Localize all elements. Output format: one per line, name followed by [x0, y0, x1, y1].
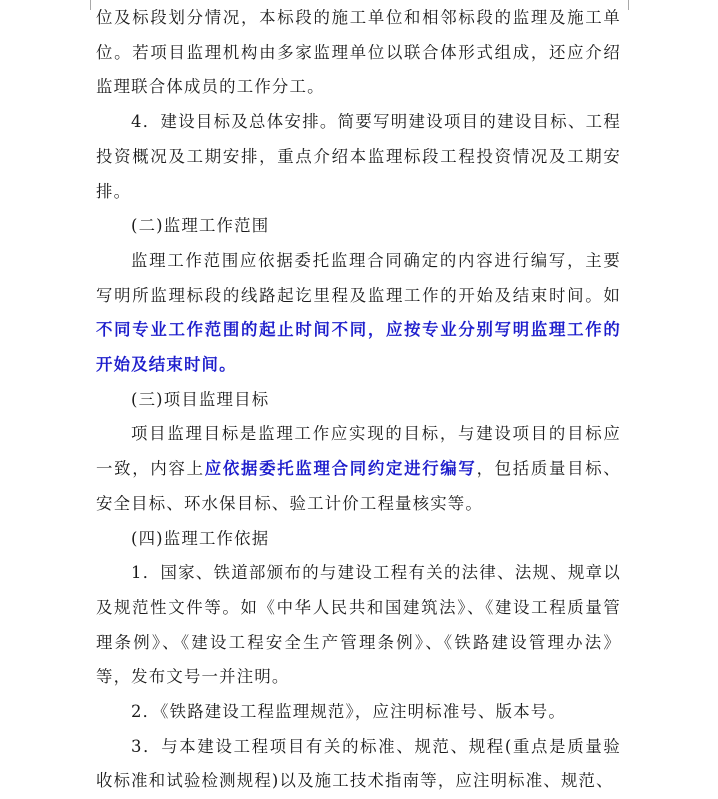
paragraph-text: 1．国家、铁道部颁布的与建设工程有关的法律、法规、规章以及规范性文件等。如《中华人民共和国建筑法》、《建设工程质量管理条例》、《建设工程安全生产管理条例》、《铁路建设管理办法》等，发布文号一并注明。 — [96, 563, 621, 687]
paragraph — [96, 209, 621, 244]
paragraph — [96, 695, 621, 730]
paragraph — [96, 522, 621, 557]
page-corner-mark-left — [76, 0, 91, 10]
paragraph-text: ，包括质量目标、安全目标、环水保目标、验工计价工程量核实等。 — [96, 459, 622, 513]
paragraph-text: 3．与本建设工程项目有关的标准、规范、规程(重点是质量验收标准和试验检测规程)以及施工技术指南等，应注明标准、规范、 — [96, 736, 621, 791]
paragraph — [96, 730, 621, 799]
paragraph — [96, 244, 621, 383]
paragraph — [96, 105, 621, 209]
paragraph — [96, 383, 621, 418]
paragraph-text: 项目监理目标是监理工作应实现的目标，与建设项目的目标应一致，内容上 — [96, 424, 621, 479]
paragraph-text: 2．《铁路建设工程监理规范》，应注明标准号、版本号。 — [131, 702, 566, 722]
paragraph-text: 监理工作范围应依据委托监理合同确定的内容进行编写，主要写明所监理标段的线路起讫里程及监理工作的开始及结束时间。如 — [96, 250, 621, 305]
paragraph-text: (二)监理工作范围 — [131, 216, 270, 236]
paragraph-text: 位及标段划分情况，本标段的施工单位和相邻标段的监理及施工单位。若项目监理机构由多家监理单位以联合体形式组成，还应介绍监理联合体成员的工作分工。 — [96, 8, 621, 97]
highlighted-text: 应依据委托监理合同约定进行编写 — [204, 459, 477, 479]
paragraph-text: (四)监理工作依据 — [131, 528, 270, 548]
paragraph — [96, 556, 621, 695]
paragraph-text: 4．建设目标及总体安排。简要写明建设项目的建设目标、工程投资概况及工期安排，重点介绍本监理标段工程投资情况及工期安排。 — [96, 112, 621, 201]
document-body — [96, 1, 621, 799]
highlighted-text: 不同专业工作范围的起止时间不同，应按专业分别写明监理工作的开始及结束时间。 — [96, 320, 621, 375]
page-corner-mark-right — [628, 0, 643, 10]
paragraph — [96, 1, 621, 105]
paragraph-text: (三)项目监理目标 — [131, 389, 270, 409]
paragraph — [96, 417, 621, 521]
